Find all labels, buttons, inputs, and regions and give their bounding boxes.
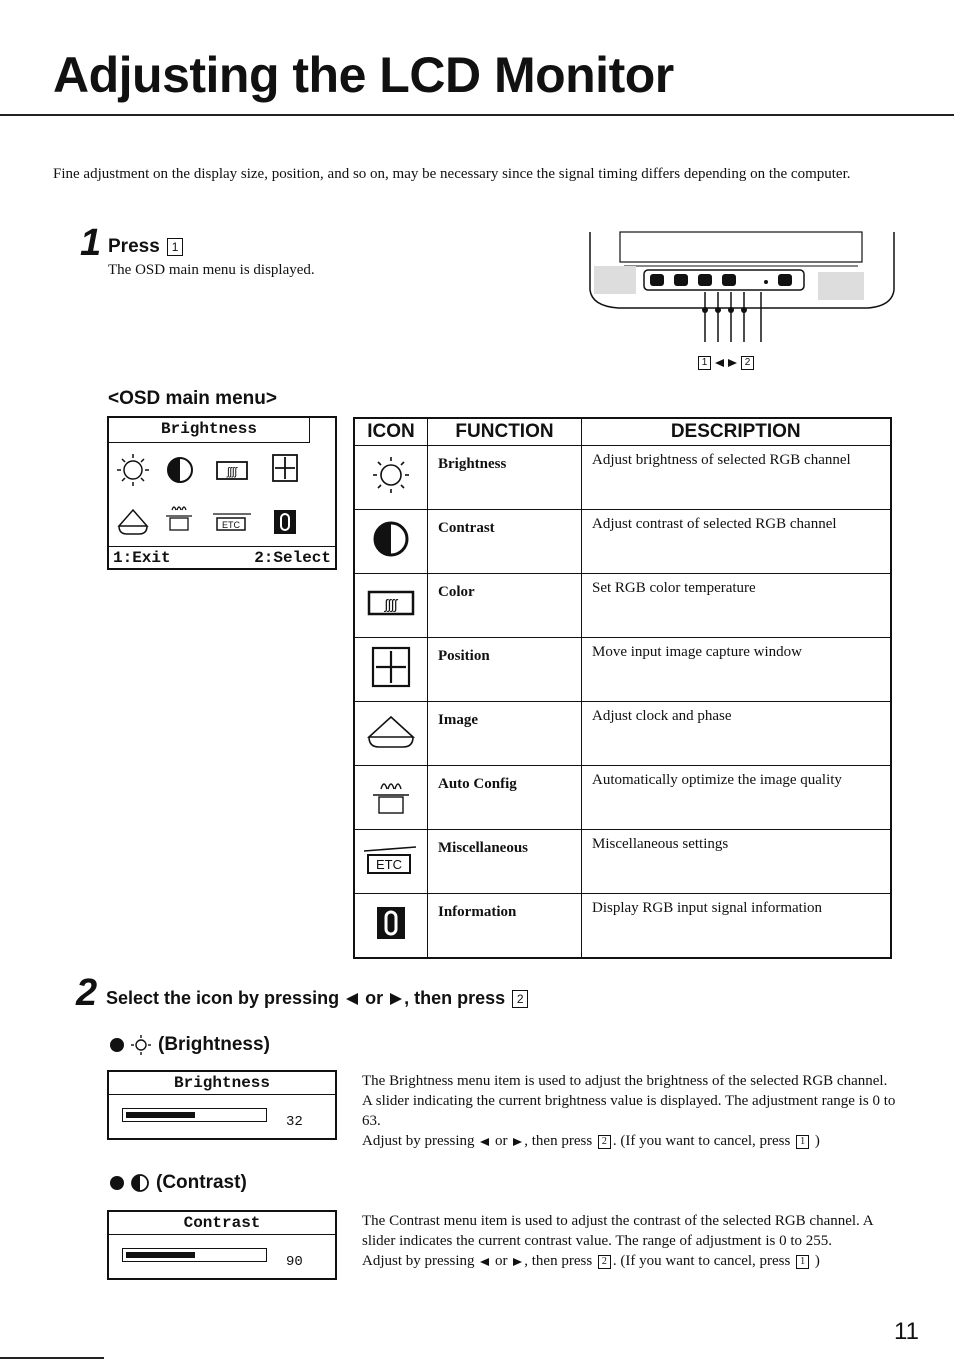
left-arrow-icon	[480, 1138, 489, 1146]
osd-footer	[109, 546, 335, 568]
step-2-or: or	[365, 988, 384, 1008]
adjust-text-d: )	[814, 1253, 820, 1269]
table-row	[354, 702, 891, 766]
contrast-icon	[130, 1173, 150, 1193]
table-row	[354, 894, 891, 959]
function-table	[353, 417, 892, 959]
color-icon	[354, 574, 428, 638]
brightness-icon	[130, 1034, 152, 1056]
step-1-heading	[108, 236, 185, 258]
table-row	[354, 446, 891, 510]
contrast-adjust-line	[362, 1251, 900, 1271]
contrast-slider-fill	[126, 1252, 195, 1258]
key-1-icon: 1	[796, 1255, 809, 1269]
brightness-adjust-line	[362, 1131, 900, 1151]
left-arrow-icon	[346, 993, 358, 1005]
bullet-icon	[110, 1176, 124, 1190]
position-icon	[354, 638, 428, 702]
intro-paragraph: Fine adjustment on the display size, position, and so on, may be necessary since the signal timing differs depending on the computer.	[53, 166, 851, 182]
function-name: Miscellaneous	[428, 830, 582, 894]
brightness-paragraph	[362, 1071, 900, 1151]
brightness-description: The Brightness menu item is used to adjust the brightness of the selected RGB channel. A slider indicating the current brightness value is displayed. The adjustment range is 0 to 63.	[362, 1073, 896, 1129]
step-number-1: 1	[80, 222, 102, 264]
contrast-value: 90	[286, 1254, 303, 1270]
function-description: Automatically optimize the image quality	[582, 766, 891, 830]
brightness-value: 32	[286, 1114, 303, 1130]
function-name: Color	[428, 574, 582, 638]
step-1-label: Press	[108, 236, 160, 257]
key-2-icon: 2	[598, 1255, 611, 1269]
table-row	[354, 766, 891, 830]
miscellaneous-icon	[354, 830, 428, 894]
function-name: Position	[428, 638, 582, 702]
adjust-text-c: . (If you want to cancel, press	[612, 1253, 791, 1269]
auto-config-icon	[354, 766, 428, 830]
right-arrow-icon	[728, 359, 737, 367]
left-arrow-icon	[480, 1258, 489, 1266]
step-2-heading	[106, 988, 530, 1009]
adjust-text-b: , then press	[524, 1253, 593, 1269]
osd-select-label: 2:Select	[254, 549, 331, 567]
contrast-icon	[168, 458, 192, 482]
brightness-slider-fill	[126, 1112, 195, 1118]
brightness-slider-title: Brightness	[109, 1072, 335, 1095]
right-arrow-icon	[513, 1258, 522, 1266]
svg-text:ETC: ETC	[222, 520, 240, 530]
contrast-slider-box	[107, 1210, 337, 1280]
information-icon	[274, 510, 296, 534]
footer-rule	[0, 1357, 104, 1359]
brightness-slider	[122, 1108, 267, 1122]
contrast-paragraph	[362, 1211, 900, 1271]
adjust-or: or	[495, 1253, 508, 1269]
contrast-slider-title: Contrast	[109, 1212, 335, 1235]
brightness-slider-box	[107, 1070, 337, 1140]
osd-main-menu	[107, 416, 337, 570]
adjust-text: Adjust by pressing	[362, 1133, 475, 1149]
icon-column-header: ICON	[354, 418, 428, 446]
function-name: Contrast	[428, 510, 582, 574]
contrast-heading	[110, 1172, 247, 1194]
table-row	[354, 830, 891, 894]
osd-title: Brightness	[109, 418, 310, 443]
image-icon	[119, 510, 147, 534]
color-icon	[217, 462, 247, 479]
table-row	[354, 510, 891, 574]
brightness-icon	[354, 446, 428, 510]
right-arrow-icon	[513, 1138, 522, 1146]
svg-text:ETC: ETC	[376, 857, 402, 872]
function-description: Miscellaneous settings	[582, 830, 891, 894]
osd-exit-label: 1:Exit	[113, 549, 171, 567]
table-row	[354, 574, 891, 638]
contrast-icon	[354, 510, 428, 574]
key-1-icon: 1	[796, 1135, 809, 1149]
bullet-icon	[110, 1038, 124, 1052]
right-arrow-icon	[390, 993, 402, 1005]
function-description: Adjust contrast of selected RGB channel	[582, 510, 891, 574]
function-description: Adjust brightness of selected RGB channel	[582, 446, 891, 510]
information-icon	[354, 894, 428, 959]
key-2-icon: 2	[741, 356, 754, 370]
miscellaneous-icon	[213, 514, 251, 530]
title-rule	[0, 114, 954, 116]
monitor-illustration	[588, 230, 898, 380]
function-description: Move input image capture window	[582, 638, 891, 702]
brightness-icon	[117, 454, 149, 486]
position-icon	[273, 455, 297, 481]
svg-text:ʃʃʃʃ: ʃʃʃʃ	[384, 596, 398, 612]
brightness-heading-text: (Brightness)	[158, 1034, 270, 1055]
svg-text:ʃʃʃʃ: ʃʃʃʃ	[227, 466, 237, 478]
key-1-icon: 1	[167, 238, 183, 256]
key-1-icon: 1	[698, 356, 711, 370]
contrast-description: The Contrast menu item is used to adjust the contrast of the selected RGB channel. A slider indicates the current contrast value. The range of adjustment is 0 to 255.	[362, 1213, 873, 1249]
function-name: Brightness	[428, 446, 582, 510]
monitor-keys-legend	[696, 356, 756, 370]
osd-main-menu-heading: <OSD main menu>	[108, 388, 277, 409]
contrast-slider	[122, 1248, 267, 1262]
step-2-text: Select the icon by pressing	[106, 988, 340, 1008]
function-description: Adjust clock and phase	[582, 702, 891, 766]
description-column-header: DESCRIPTION	[582, 418, 891, 446]
step-1-description: The OSD main menu is displayed.	[108, 262, 315, 278]
image-icon	[354, 702, 428, 766]
brightness-heading	[110, 1034, 270, 1056]
adjust-text-d: )	[814, 1133, 820, 1149]
function-name: Image	[428, 702, 582, 766]
function-name: Information	[428, 894, 582, 959]
key-2-icon: 2	[512, 990, 528, 1008]
osd-icon-grid	[109, 448, 335, 543]
function-column-header: FUNCTION	[428, 418, 582, 446]
table-row	[354, 638, 891, 702]
contrast-heading-text: (Contrast)	[156, 1172, 247, 1193]
function-description: Set RGB color temperature	[582, 574, 891, 638]
function-name: Auto Config	[428, 766, 582, 830]
adjust-text-b: , then press	[524, 1133, 593, 1149]
page-number: 11	[894, 1318, 919, 1345]
adjust-or: or	[495, 1133, 508, 1149]
step-2-text-b: , then press	[404, 988, 506, 1008]
function-description: Display RGB input signal information	[582, 894, 891, 959]
adjust-text: Adjust by pressing	[362, 1253, 475, 1269]
page-title: Adjusting the LCD Monitor	[53, 47, 674, 103]
adjust-text-c: . (If you want to cancel, press	[612, 1133, 791, 1149]
key-2-icon: 2	[598, 1135, 611, 1149]
left-arrow-icon	[715, 359, 724, 367]
auto-config-icon	[166, 507, 192, 530]
table-header-row	[354, 418, 891, 446]
step-number-2: 2	[76, 972, 98, 1014]
